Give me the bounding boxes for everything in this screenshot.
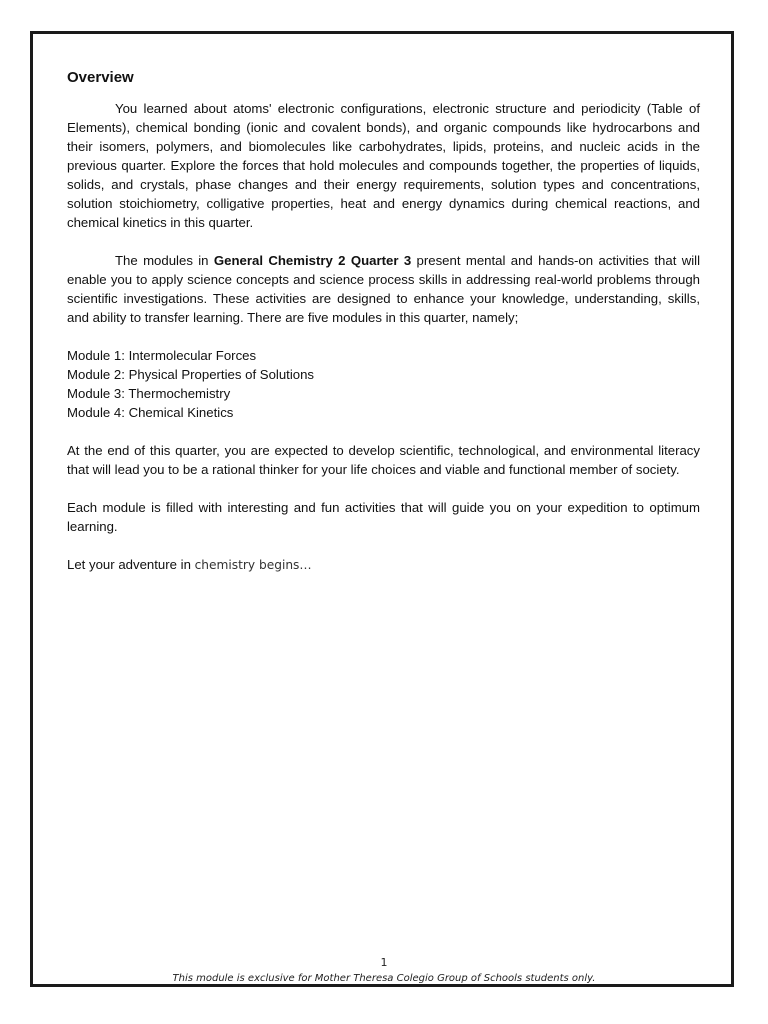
module-item: Module 1: Intermolecular Forces — [67, 348, 257, 363]
modules-paragraph — [67, 251, 700, 327]
module-list — [67, 346, 700, 422]
document-body — [67, 68, 700, 575]
page-title: Overview — [67, 69, 134, 86]
module-item: Module 3: Thermochemistry — [67, 386, 231, 401]
module-item: Module 2: Physical Properties of Solutions — [67, 367, 315, 382]
expectations-paragraph: At the end of this quarter, you are expected to develop scientific, technological, and environmental literacy that will lead you to be a rational thinker for your life choices and viable and functional member of society. — [67, 443, 700, 477]
course-title: General Chemistry 2 Quarter 3 — [213, 253, 412, 268]
module-item: Module 4: Chemical Kinetics — [67, 405, 234, 420]
closing-tail: chemistry begins… — [194, 558, 312, 572]
closing-lead: Let your adventure in — [67, 557, 195, 572]
closing-line — [67, 555, 700, 575]
page-number: 1 — [380, 956, 388, 969]
modules-paragraph-lead: The modules in — [115, 253, 214, 268]
activities-paragraph: Each module is filled with interesting and fun activities that will guide you on your expedition to optimum learning. — [67, 500, 700, 534]
footer-note: This module is exclusive for Mother Theresa Colegio Group of Schools students only. — [172, 973, 596, 984]
intro-paragraph: You learned about atoms' electronic configurations, electronic structure and periodicity (Table of Elements), chemical bonding (ionic and covalent bonds), and organic compounds like hydrocarbons and their isomers, polymers, and biomolecules like carbohydrates, lipids, proteins, and nucleic acids in the previous quarter. Explore the forces that hold molecules and compounds together, the properties of liquids, solids, and crystals, phase changes and their energy requirements, solution types and concentrations, solution stoichiometry, colligative properties, heat and energy dynamics during chemical reactions, and chemical kinetics in this quarter. — [67, 101, 700, 230]
modules-paragraph-rest: present mental and hands-on activities that will enable you to apply science concepts and science process skills in addressing real-world problems through scientific investigations. These activities are designed to enhance your knowledge, understanding, skills, and ability to transfer learning. There are five modules in this quarter, namely; — [67, 253, 701, 325]
